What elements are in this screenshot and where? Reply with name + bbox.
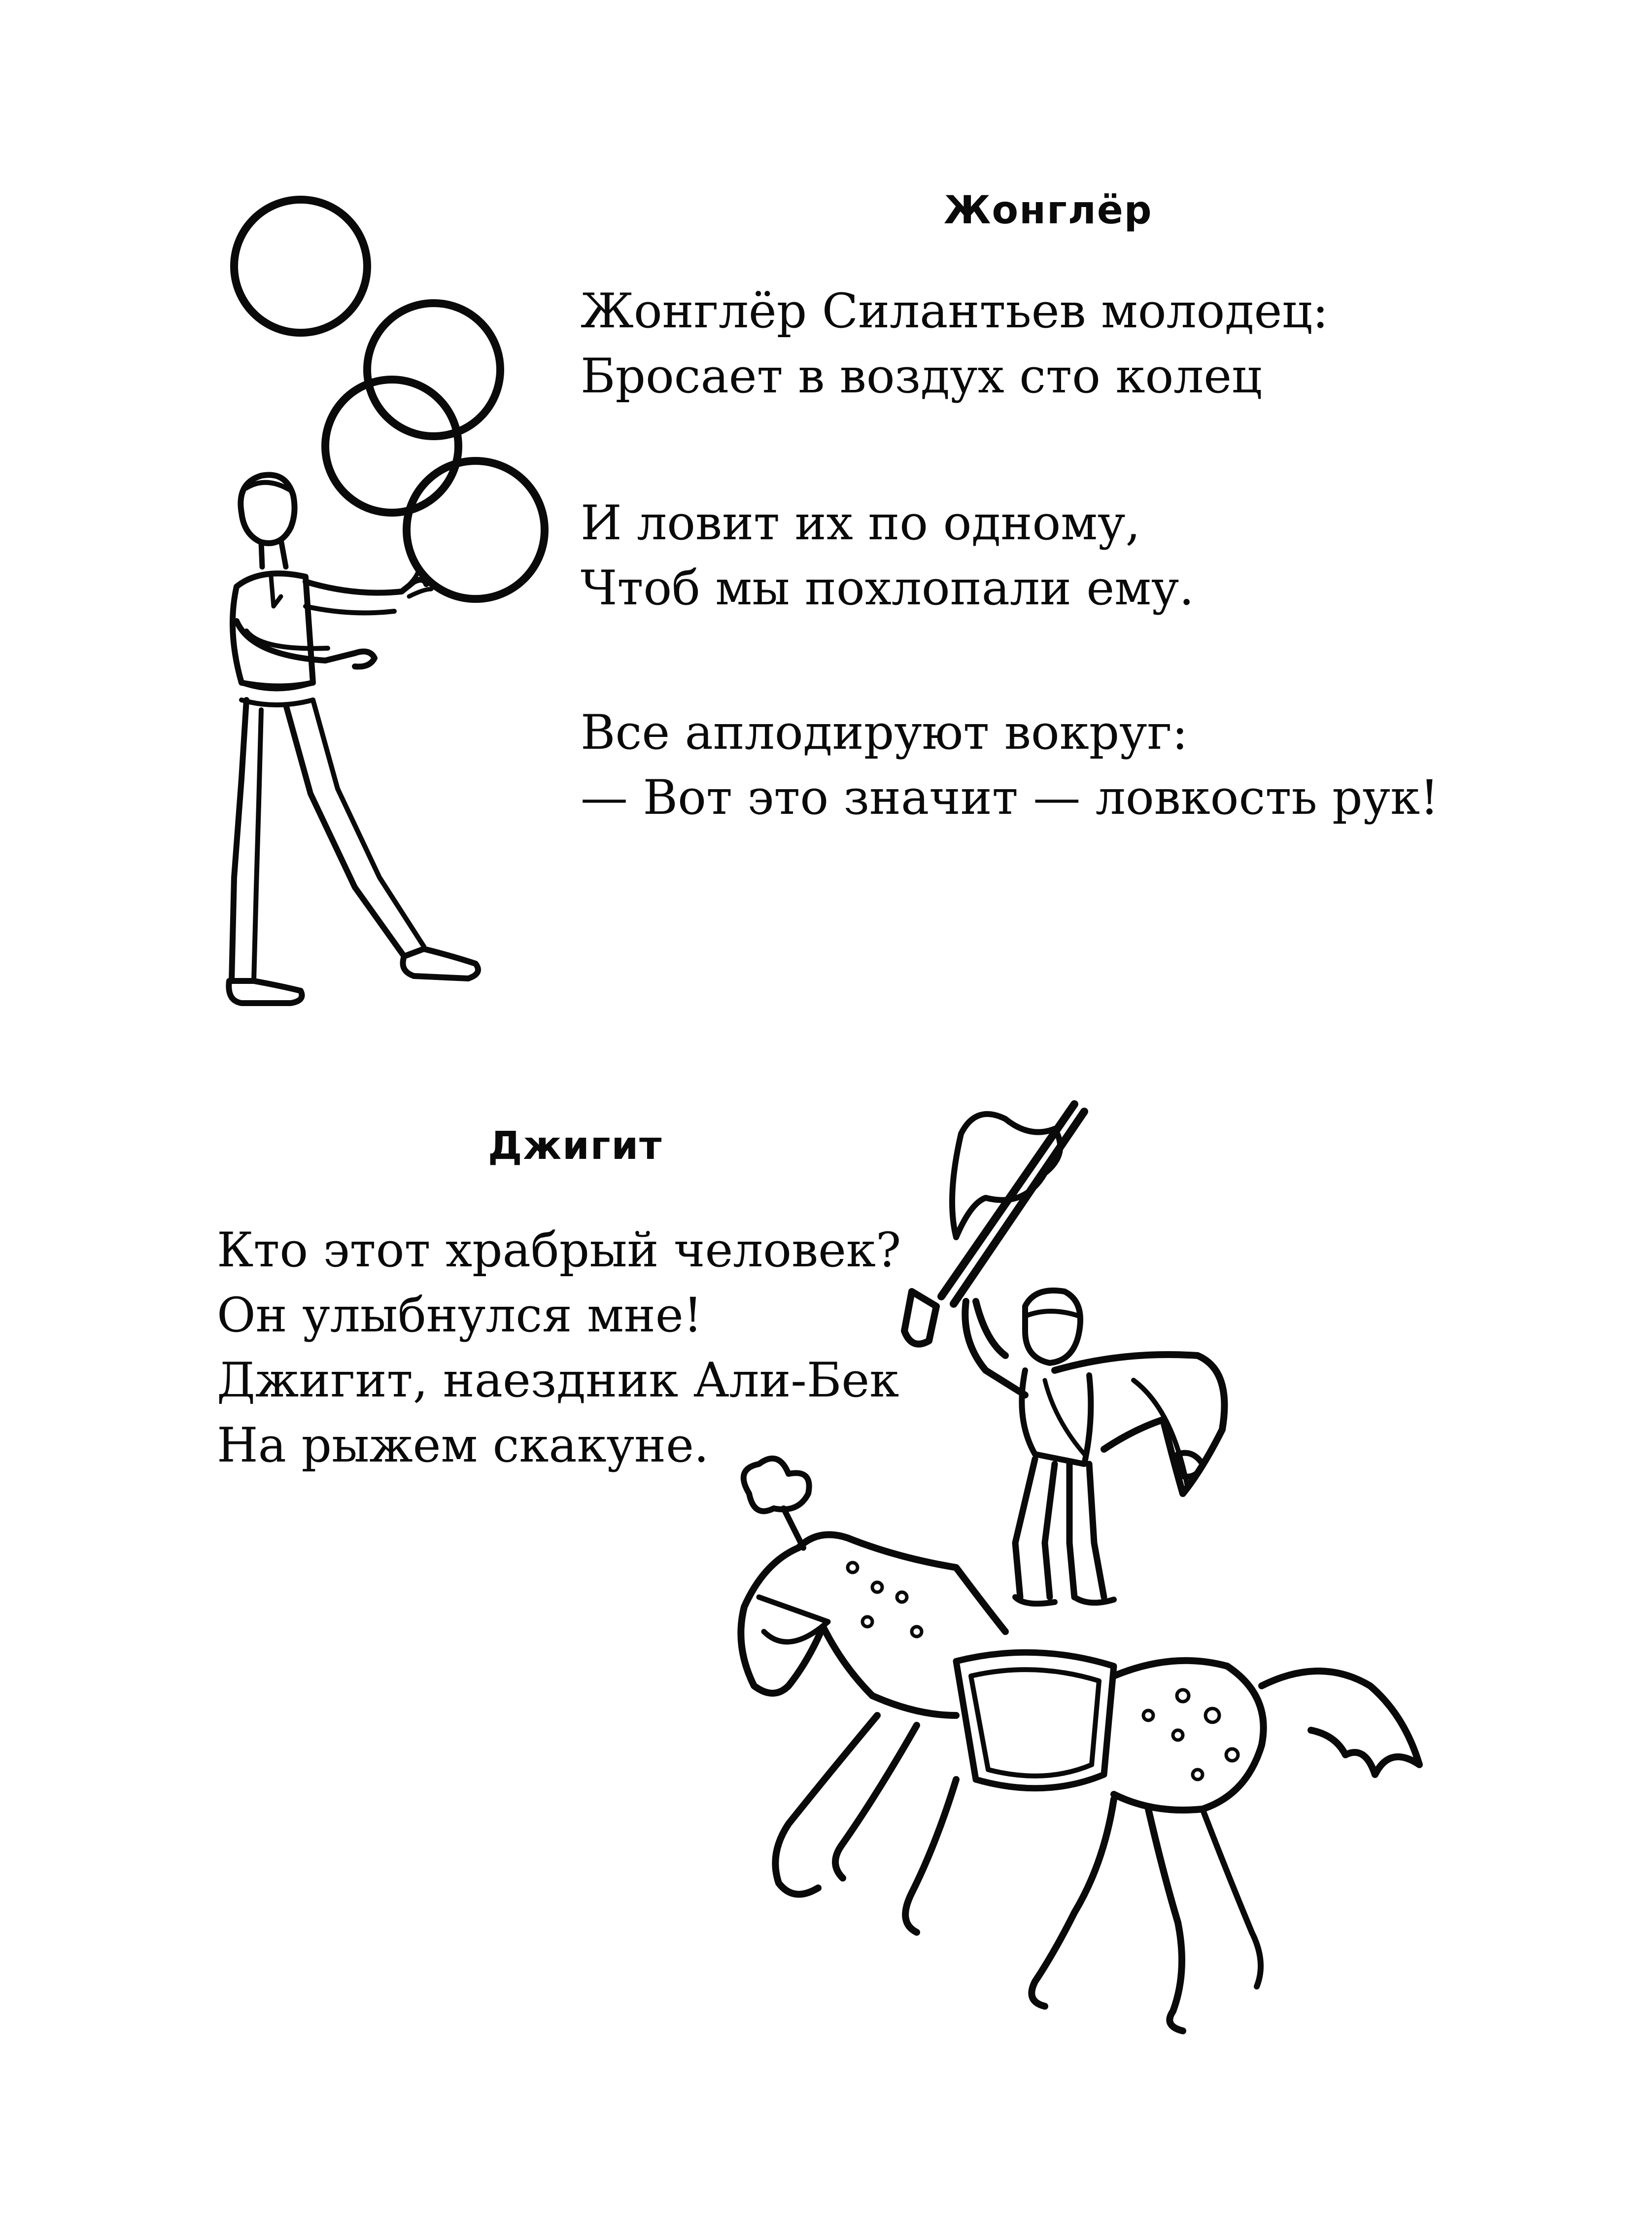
poem-line: — Вот это значит — ловкость рук! bbox=[581, 770, 1439, 825]
poem-line: И ловит их по одному, bbox=[581, 495, 1140, 551]
juggler-drawing bbox=[207, 187, 582, 1025]
rider-head bbox=[1025, 1290, 1080, 1363]
poem-line: Кто этот храбрый человек? bbox=[217, 1222, 901, 1278]
ring-2 bbox=[367, 303, 500, 436]
horse-tail bbox=[1262, 1671, 1419, 1775]
poem-line: Все аплодируют вокруг: bbox=[581, 705, 1188, 760]
juggler-stanza-1 bbox=[581, 279, 1328, 409]
rider-drawing bbox=[680, 1075, 1493, 2134]
poem-line: Бросает в воздух сто колец bbox=[581, 349, 1262, 404]
juggler-left-leg bbox=[232, 700, 246, 981]
rider-illustration bbox=[680, 1075, 1493, 2136]
juggler-stanza-2 bbox=[581, 490, 1194, 621]
horse-plume bbox=[744, 1459, 809, 1511]
rider-legs bbox=[1015, 1459, 1104, 1597]
poem-line: Джигит, наездник Али-Бек bbox=[217, 1353, 899, 1408]
poem-title-dzhigit: Джигит bbox=[488, 1124, 663, 1168]
juggler-right-leg bbox=[286, 705, 404, 956]
ring-1 bbox=[234, 200, 367, 333]
ring-3 bbox=[325, 380, 458, 513]
poem-line: На рыжем скакуне. bbox=[217, 1418, 709, 1473]
ring-4 bbox=[407, 461, 545, 599]
juggler-illustration bbox=[207, 187, 582, 1027]
juggler-stanza-3 bbox=[581, 700, 1439, 830]
horse-hind-legs bbox=[1032, 1799, 1183, 2031]
poem-line: Чтоб мы похлопали ему. bbox=[581, 560, 1194, 616]
poem-line: Жонглёр Силантьев молодец: bbox=[581, 283, 1329, 339]
horse-head bbox=[741, 1534, 1005, 1696]
horse-front-legs bbox=[775, 1715, 917, 1894]
poem-line: Он улыбнулся мне! bbox=[217, 1288, 703, 1343]
poem-title-juggler: Жонглёр bbox=[944, 188, 1153, 233]
